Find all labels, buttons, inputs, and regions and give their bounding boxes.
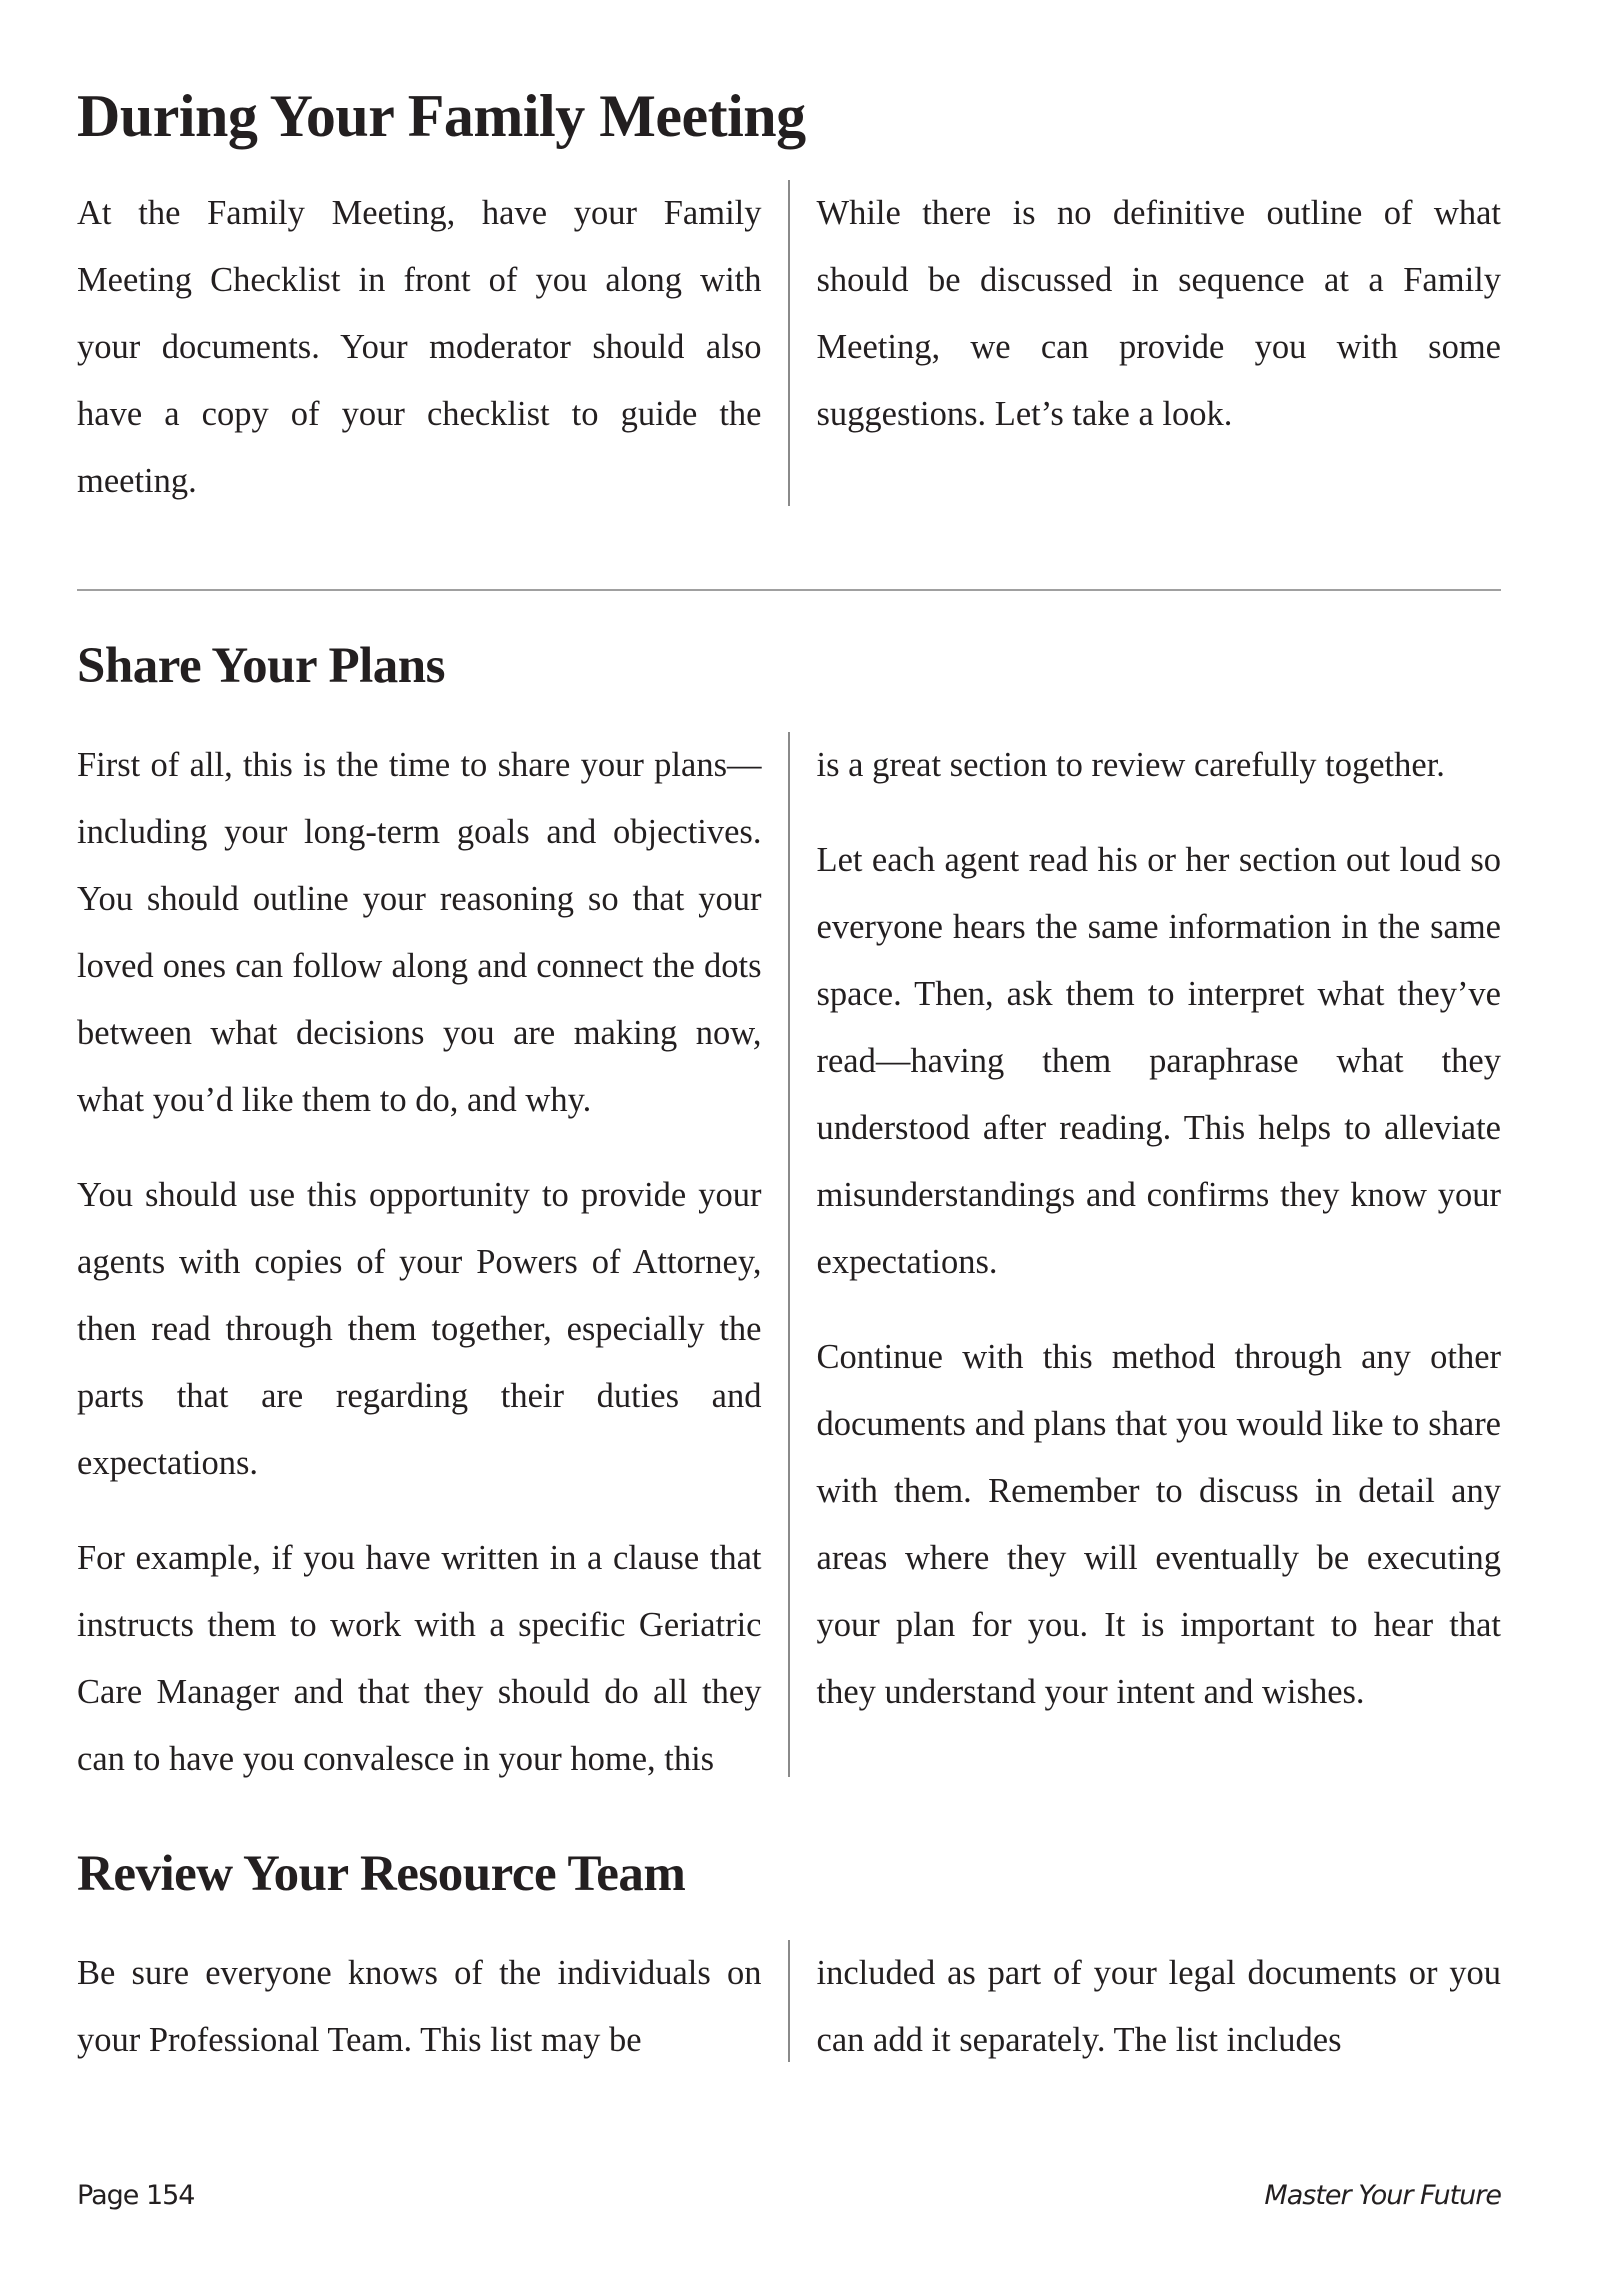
- paragraph: included as part of your legal documents or you can add it separately. The list includes: [816, 1954, 1501, 2059]
- section-body-resource-team: [77, 1940, 1501, 2074]
- column-right: [790, 180, 1502, 506]
- page-footer: [77, 2180, 1501, 2211]
- section-divider: [77, 589, 1501, 591]
- column-left: [77, 732, 790, 1777]
- column-left: [77, 180, 790, 506]
- section-body-during-meeting: [77, 180, 1501, 506]
- paragraph: Let each agent read his or her section out loud so everyone hears the same information in the same space. Then, ask them to interpret what they’ve read—having them paraphrase what they understood after reading. This helps to alleviate misunderstandings and confirms they know your expectations.: [816, 841, 1501, 1281]
- section-heading-resource-team: Review Your Resource Team: [77, 1846, 686, 1902]
- page-number: Page 154: [77, 2180, 195, 2211]
- section-heading-during-meeting: During Your Family Meeting: [77, 83, 806, 149]
- paragraph: For example, if you have written in a clause that instructs them to work with a specific Geriatric Care Manager and that they should do all they can to have you convalesce in your home, this: [77, 1539, 762, 1778]
- paragraph: is a great section to review carefully together.: [816, 746, 1445, 784]
- column-right: [790, 1940, 1502, 2074]
- column-left: [77, 1940, 790, 2062]
- paragraph: You should use this opportunity to provide your agents with copies of your Powers of Attorney, then read through them together, especially the parts that are regarding their duties and expectations.: [77, 1176, 762, 1482]
- book-title: Master Your Future: [1264, 2180, 1501, 2211]
- paragraph: At the Family Meeting, have your Family Meeting Checklist in front of you along with your documents. Your moderator should also have a copy of your checklist to guide the meeting.: [77, 194, 762, 500]
- column-right: [790, 732, 1502, 1777]
- paragraph: Continue with this method through any other documents and plans that you would like to share with them. Remember to discuss in detail any areas where they will eventually be executing your plan for you. It is important to hear that they understand your intent and wishes.: [816, 1338, 1501, 1711]
- paragraph: Be sure everyone knows of the individuals on your Professional Team. This list may be: [77, 1954, 762, 2059]
- paragraph: While there is no definitive outline of what should be discussed in sequence at a Family Meeting, we can provide you with some suggestions. Let’s take a look.: [816, 194, 1501, 433]
- section-body-share-plans: [77, 732, 1501, 1777]
- paragraph: First of all, this is the time to share your plans—including your long-term goals and objectives. You should outline your reasoning so that your loved ones can follow along and connect the dots between what decisions you are making now, what you’d like them to do, and why.: [77, 746, 762, 1119]
- section-heading-share-plans: Share Your Plans: [77, 638, 445, 694]
